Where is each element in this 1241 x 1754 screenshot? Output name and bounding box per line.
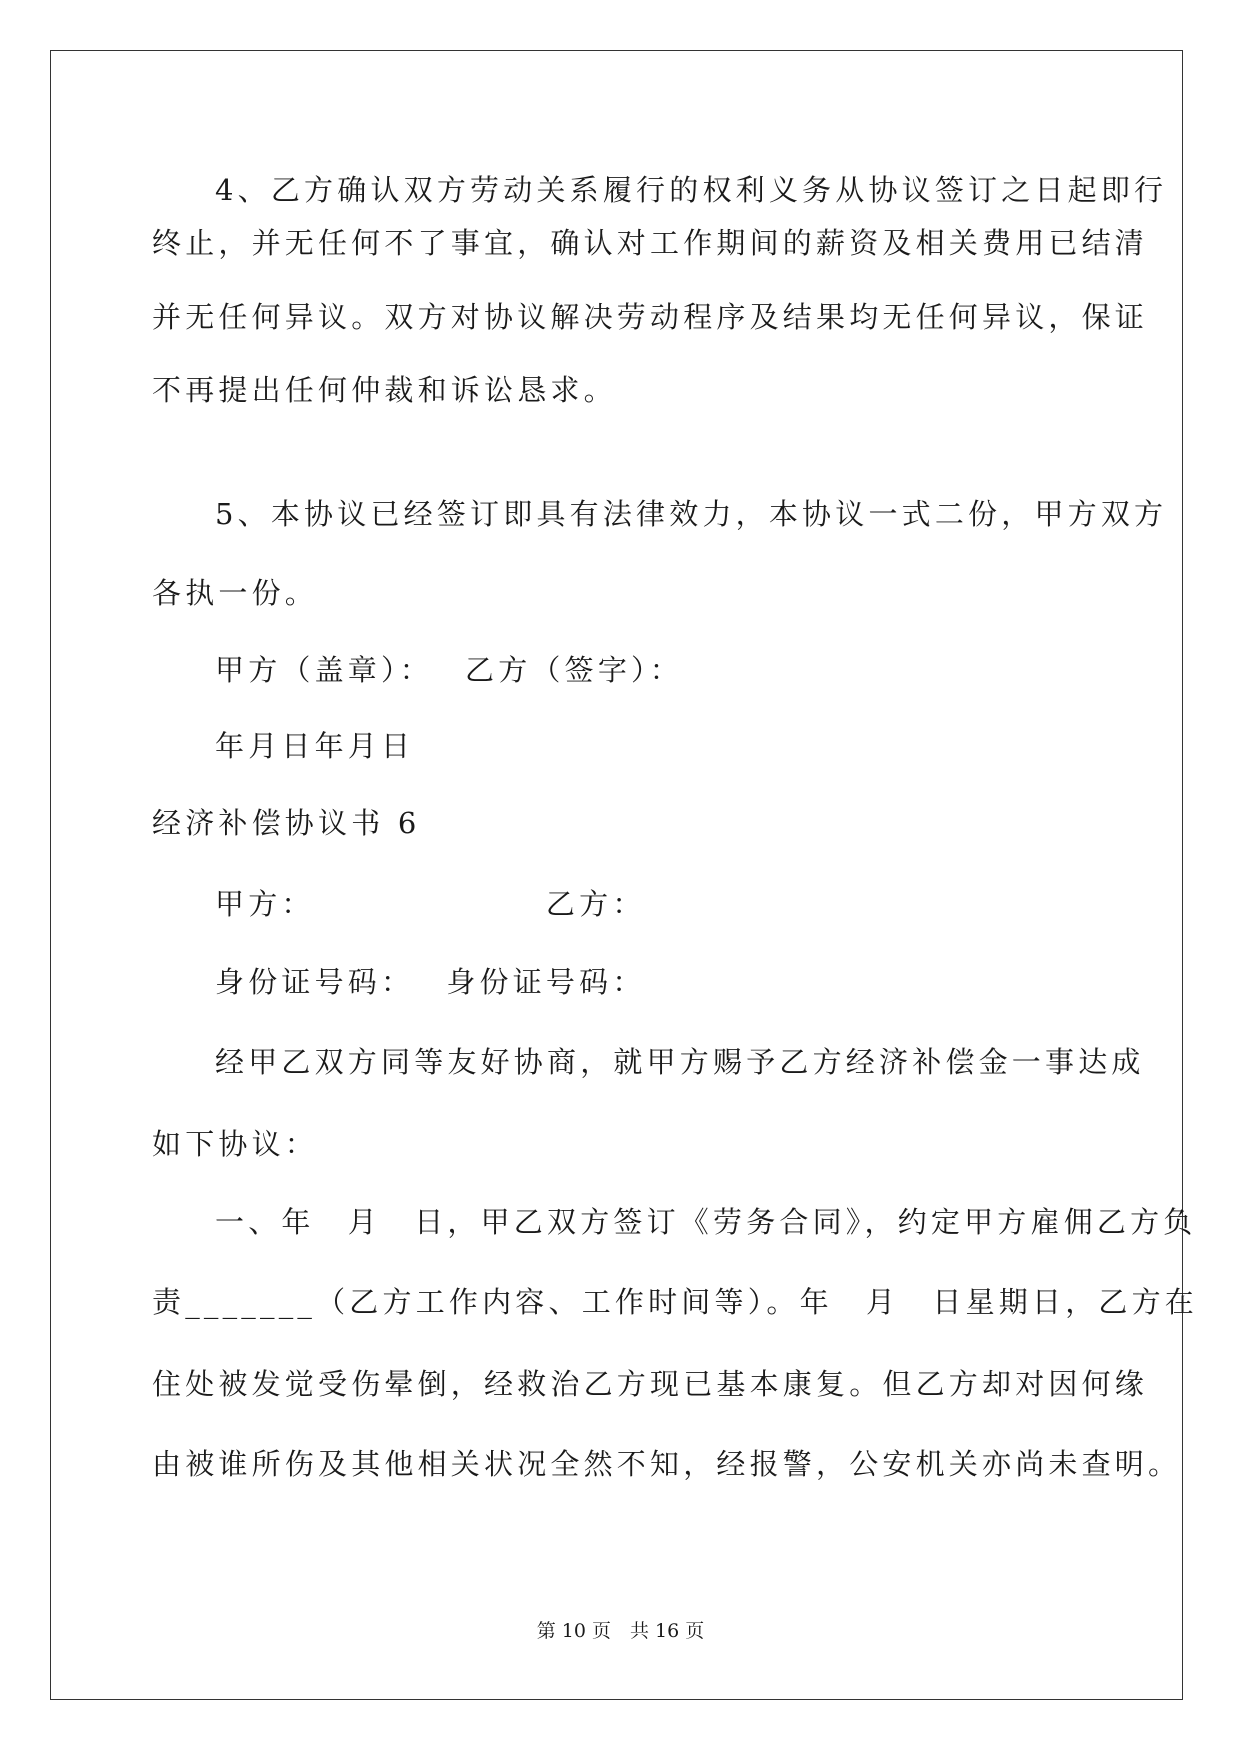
paragraph-line: 由被谁所伤及其他相关状况全然不知，经报警，公安机关亦尚未查明。 (152, 1447, 1182, 1481)
paragraph-line: 住处被发觉受伤晕倒，经救治乙方现已基本康复。但乙方却对因何缘 (152, 1367, 1149, 1401)
paragraph-line: 终止，并无任何不了事宜，确认对工作期间的薪资及相关费用已结清 (152, 226, 1149, 260)
signature-line: 甲方（盖章）： 乙方（签字）： (215, 653, 683, 687)
date-line: 年月日年月日 (215, 729, 415, 763)
paragraph-line: 责_______（乙方工作内容、工作时间等）。年 月 日星期日，乙方在 (152, 1285, 1199, 1319)
party-line: 甲方： 乙方： (215, 887, 646, 921)
paragraph-line: 4、乙方确认双方劳动关系履行的权利义务从协议签订之日起即行 (215, 173, 1168, 207)
paragraph-line: 经甲乙双方同等友好协商，就甲方赐予乙方经济补偿金一事达成 (215, 1045, 1145, 1079)
paragraph-line: 一、年 月 日，甲乙双方签订《劳务合同》，约定甲方雇佣乙方负 (215, 1205, 1197, 1239)
paragraph-line: 不再提出任何仲裁和诉讼恳求。 (152, 373, 617, 407)
paragraph-line: 各执一份。 (152, 576, 319, 610)
paragraph-line: 如下协议： (152, 1127, 319, 1161)
id-number-line: 身份证号码： 身份证号码： (215, 965, 646, 999)
paragraph-line: 5、本协议已经签订即具有法律效力，本协议一式二份，甲方双方 (215, 497, 1168, 531)
paragraph-line: 并无任何异议。双方对协议解决劳动程序及结果均无任何异议，保证 (152, 300, 1149, 334)
page-number: 第 10 页 共 16 页 (536, 1620, 705, 1642)
section-title: 经济补偿协议书 6 (152, 806, 421, 840)
